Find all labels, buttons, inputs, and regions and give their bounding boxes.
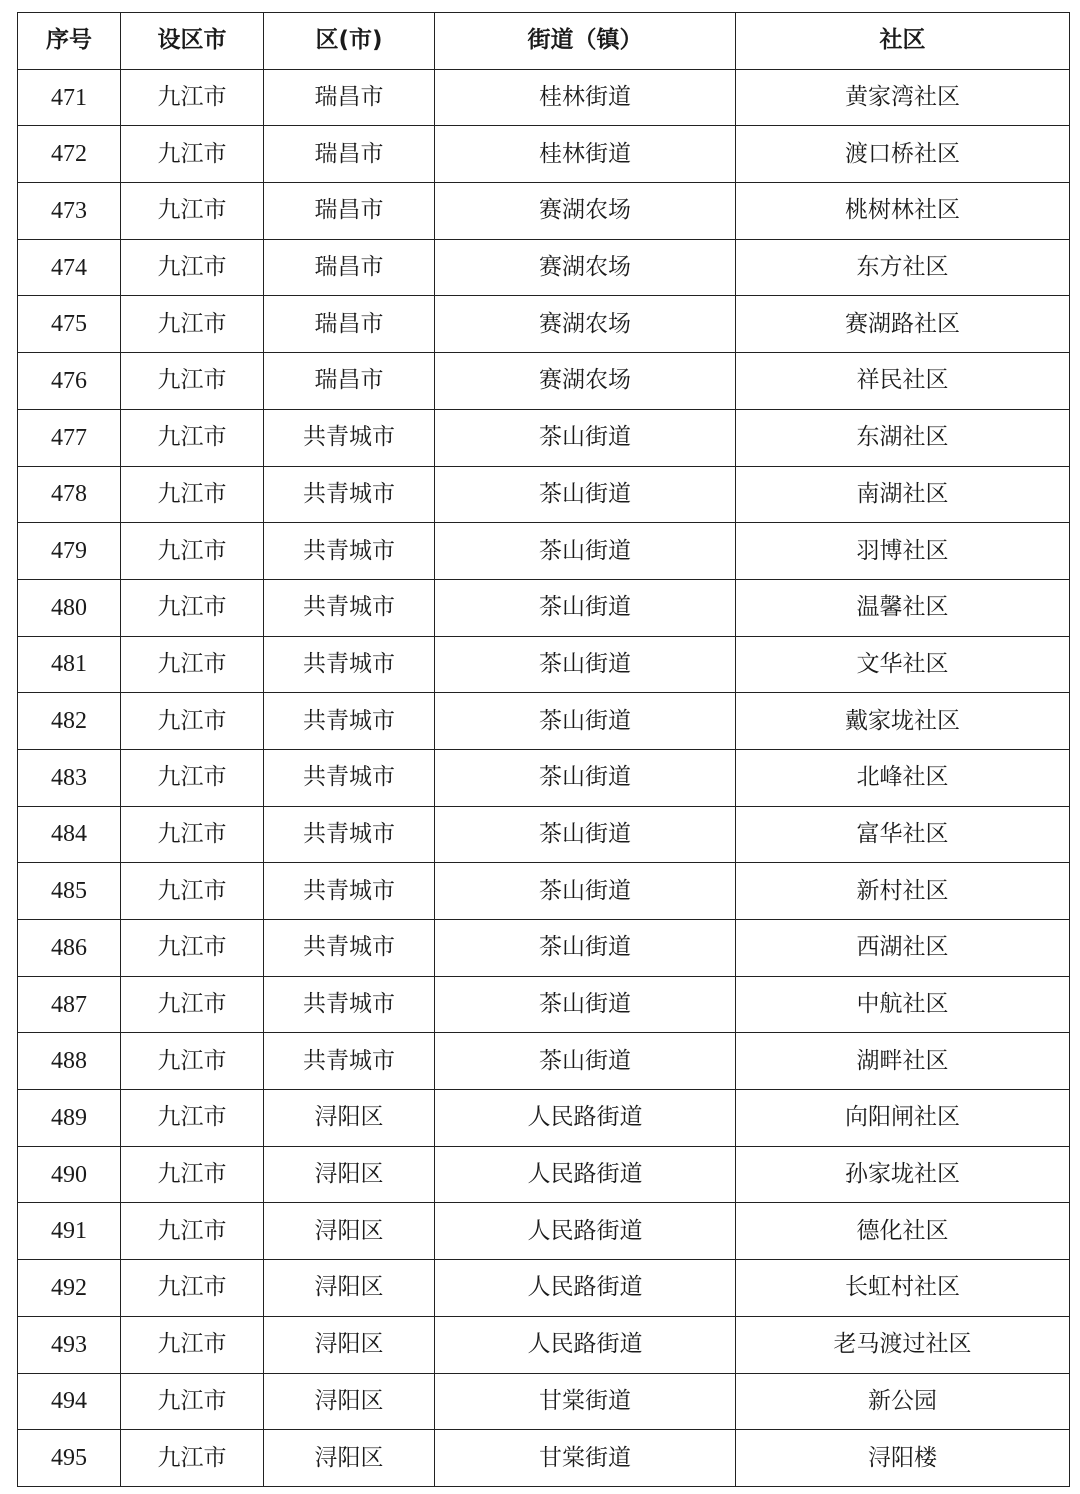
header-row	[18, 13, 1070, 70]
cell-subdistrict: 茶山街道	[435, 466, 736, 523]
cell-city: 九江市	[121, 579, 264, 636]
cell-community: 南湖社区	[736, 466, 1070, 523]
cell-serial: 492	[18, 1260, 121, 1317]
cell-serial: 483	[18, 749, 121, 806]
table-row	[18, 920, 1070, 977]
cell-community: 西湖社区	[736, 920, 1070, 977]
cell-district: 浔阳区	[264, 1316, 435, 1373]
cell-district: 共青城市	[264, 693, 435, 750]
cell-serial: 486	[18, 920, 121, 977]
cell-city: 九江市	[121, 296, 264, 353]
cell-city: 九江市	[121, 126, 264, 183]
cell-community: 黄家湾社区	[736, 69, 1070, 126]
cell-serial: 495	[18, 1430, 121, 1487]
cell-subdistrict: 人民路街道	[435, 1146, 736, 1203]
cell-serial: 471	[18, 69, 121, 126]
cell-serial: 487	[18, 976, 121, 1033]
header-community: 社区	[736, 13, 1070, 70]
cell-city: 九江市	[121, 69, 264, 126]
table-row	[18, 636, 1070, 693]
table-row	[18, 749, 1070, 806]
cell-serial: 493	[18, 1316, 121, 1373]
cell-subdistrict: 人民路街道	[435, 1090, 736, 1147]
table-row	[18, 693, 1070, 750]
cell-city: 九江市	[121, 466, 264, 523]
cell-district: 共青城市	[264, 749, 435, 806]
cell-community: 富华社区	[736, 806, 1070, 863]
cell-district: 浔阳区	[264, 1430, 435, 1487]
cell-serial: 473	[18, 183, 121, 240]
cell-city: 九江市	[121, 1260, 264, 1317]
table-row	[18, 409, 1070, 466]
cell-subdistrict: 茶山街道	[435, 523, 736, 580]
table-body	[18, 69, 1070, 1486]
cell-serial: 478	[18, 466, 121, 523]
cell-serial: 494	[18, 1373, 121, 1430]
cell-serial: 477	[18, 409, 121, 466]
table-row	[18, 239, 1070, 296]
table-row	[18, 1430, 1070, 1487]
cell-subdistrict: 甘棠街道	[435, 1373, 736, 1430]
cell-community: 中航社区	[736, 976, 1070, 1033]
cell-city: 九江市	[121, 749, 264, 806]
table-row	[18, 976, 1070, 1033]
table-row	[18, 523, 1070, 580]
cell-subdistrict: 桂林街道	[435, 69, 736, 126]
cell-district: 共青城市	[264, 863, 435, 920]
cell-community: 渡口桥社区	[736, 126, 1070, 183]
cell-community: 湖畔社区	[736, 1033, 1070, 1090]
cell-district: 瑞昌市	[264, 353, 435, 410]
cell-district: 瑞昌市	[264, 126, 435, 183]
cell-district: 共青城市	[264, 920, 435, 977]
cell-subdistrict: 茶山街道	[435, 920, 736, 977]
cell-serial: 481	[18, 636, 121, 693]
cell-community: 祥民社区	[736, 353, 1070, 410]
cell-community: 浔阳楼	[736, 1430, 1070, 1487]
cell-city: 九江市	[121, 353, 264, 410]
header-city: 设区市	[121, 13, 264, 70]
cell-serial: 484	[18, 806, 121, 863]
cell-community: 温馨社区	[736, 579, 1070, 636]
community-table	[17, 12, 1070, 1487]
table-row	[18, 1146, 1070, 1203]
cell-city: 九江市	[121, 693, 264, 750]
cell-subdistrict: 茶山街道	[435, 863, 736, 920]
cell-serial: 479	[18, 523, 121, 580]
cell-district: 浔阳区	[264, 1373, 435, 1430]
cell-city: 九江市	[121, 1090, 264, 1147]
table-row	[18, 1033, 1070, 1090]
cell-serial: 488	[18, 1033, 121, 1090]
cell-serial: 476	[18, 353, 121, 410]
cell-district: 瑞昌市	[264, 69, 435, 126]
cell-city: 九江市	[121, 920, 264, 977]
cell-city: 九江市	[121, 523, 264, 580]
cell-subdistrict: 赛湖农场	[435, 239, 736, 296]
cell-subdistrict: 茶山街道	[435, 976, 736, 1033]
cell-community: 孙家垅社区	[736, 1146, 1070, 1203]
cell-district: 共青城市	[264, 1033, 435, 1090]
cell-district: 瑞昌市	[264, 183, 435, 240]
cell-community: 戴家垅社区	[736, 693, 1070, 750]
cell-serial: 485	[18, 863, 121, 920]
table-row	[18, 1373, 1070, 1430]
table-header	[18, 13, 1070, 70]
cell-city: 九江市	[121, 1033, 264, 1090]
cell-serial: 475	[18, 296, 121, 353]
cell-subdistrict: 茶山街道	[435, 806, 736, 863]
cell-district: 共青城市	[264, 523, 435, 580]
cell-district: 共青城市	[264, 409, 435, 466]
cell-community: 羽博社区	[736, 523, 1070, 580]
cell-serial: 472	[18, 126, 121, 183]
cell-district: 浔阳区	[264, 1203, 435, 1260]
cell-city: 九江市	[121, 863, 264, 920]
cell-city: 九江市	[121, 1203, 264, 1260]
cell-subdistrict: 茶山街道	[435, 693, 736, 750]
cell-city: 九江市	[121, 636, 264, 693]
cell-community: 赛湖路社区	[736, 296, 1070, 353]
cell-district: 浔阳区	[264, 1090, 435, 1147]
cell-city: 九江市	[121, 183, 264, 240]
cell-community: 东方社区	[736, 239, 1070, 296]
cell-district: 浔阳区	[264, 1260, 435, 1317]
cell-city: 九江市	[121, 1430, 264, 1487]
cell-serial: 491	[18, 1203, 121, 1260]
cell-city: 九江市	[121, 806, 264, 863]
cell-city: 九江市	[121, 1146, 264, 1203]
cell-city: 九江市	[121, 976, 264, 1033]
cell-community: 长虹村社区	[736, 1260, 1070, 1317]
cell-city: 九江市	[121, 1373, 264, 1430]
cell-subdistrict: 茶山街道	[435, 409, 736, 466]
community-table-container	[17, 12, 1069, 1487]
table-row	[18, 1316, 1070, 1373]
table-row	[18, 353, 1070, 410]
cell-community: 老马渡过社区	[736, 1316, 1070, 1373]
cell-subdistrict: 赛湖农场	[435, 296, 736, 353]
header-district: 区(市)	[264, 13, 435, 70]
cell-serial: 474	[18, 239, 121, 296]
table-row	[18, 466, 1070, 523]
cell-subdistrict: 赛湖农场	[435, 353, 736, 410]
table-row	[18, 183, 1070, 240]
cell-district: 共青城市	[264, 976, 435, 1033]
cell-district: 瑞昌市	[264, 239, 435, 296]
cell-serial: 490	[18, 1146, 121, 1203]
table-row	[18, 1260, 1070, 1317]
cell-serial: 489	[18, 1090, 121, 1147]
cell-community: 东湖社区	[736, 409, 1070, 466]
cell-community: 文华社区	[736, 636, 1070, 693]
cell-subdistrict: 人民路街道	[435, 1316, 736, 1373]
table-row	[18, 1090, 1070, 1147]
cell-subdistrict: 人民路街道	[435, 1203, 736, 1260]
cell-community: 新公园	[736, 1373, 1070, 1430]
cell-subdistrict: 茶山街道	[435, 1033, 736, 1090]
cell-district: 瑞昌市	[264, 296, 435, 353]
cell-subdistrict: 茶山街道	[435, 579, 736, 636]
cell-subdistrict: 茶山街道	[435, 749, 736, 806]
cell-community: 向阳闸社区	[736, 1090, 1070, 1147]
cell-district: 共青城市	[264, 466, 435, 523]
cell-community: 德化社区	[736, 1203, 1070, 1260]
cell-community: 北峰社区	[736, 749, 1070, 806]
cell-community: 桃树林社区	[736, 183, 1070, 240]
cell-subdistrict: 赛湖农场	[435, 183, 736, 240]
cell-district: 共青城市	[264, 636, 435, 693]
table-row	[18, 579, 1070, 636]
cell-district: 共青城市	[264, 579, 435, 636]
cell-district: 共青城市	[264, 806, 435, 863]
table-row	[18, 69, 1070, 126]
cell-subdistrict: 人民路街道	[435, 1260, 736, 1317]
header-subdistrict: 街道（镇）	[435, 13, 736, 70]
cell-serial: 482	[18, 693, 121, 750]
cell-serial: 480	[18, 579, 121, 636]
cell-community: 新村社区	[736, 863, 1070, 920]
table-row	[18, 806, 1070, 863]
cell-city: 九江市	[121, 409, 264, 466]
cell-subdistrict: 茶山街道	[435, 636, 736, 693]
table-row	[18, 126, 1070, 183]
header-serial: 序号	[18, 13, 121, 70]
cell-subdistrict: 桂林街道	[435, 126, 736, 183]
cell-subdistrict: 甘棠街道	[435, 1430, 736, 1487]
cell-district: 浔阳区	[264, 1146, 435, 1203]
cell-city: 九江市	[121, 1316, 264, 1373]
table-row	[18, 296, 1070, 353]
table-row	[18, 863, 1070, 920]
table-row	[18, 1203, 1070, 1260]
cell-city: 九江市	[121, 239, 264, 296]
